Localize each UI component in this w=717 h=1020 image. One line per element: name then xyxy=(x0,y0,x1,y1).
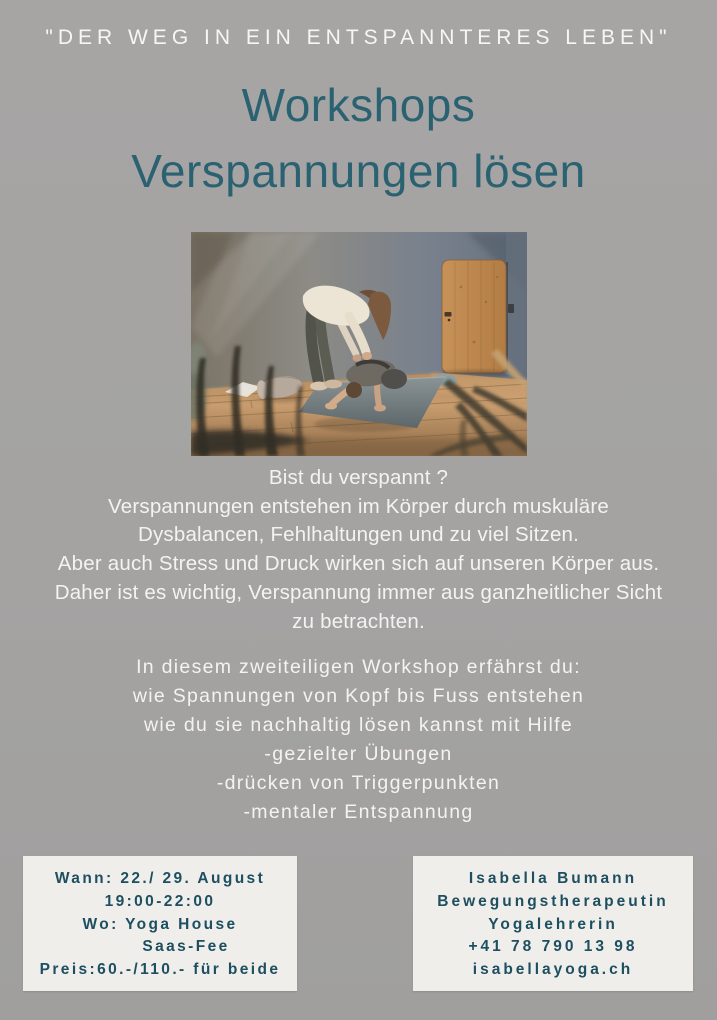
tagline: "DER WEG IN EIN ENTSPANNTERES LEBEN" xyxy=(45,26,672,49)
intro-line: Verspannungen entstehen im Körper durch muskuläre xyxy=(108,494,609,518)
workshop-bullet: -drücken von Triggerpunkten xyxy=(216,772,501,794)
workshop-content-paragraph xyxy=(0,653,717,827)
schedule-time: 19:00-22:00 xyxy=(104,892,216,910)
schedule-location-town: Saas-Fee xyxy=(142,938,230,956)
workshop-photo xyxy=(191,232,527,456)
workshop-bullet: -mentaler Entspannung xyxy=(243,801,474,823)
intro-line: Dysbalancen, Fehlhaltungen und zu viel Sitzen. xyxy=(137,523,580,547)
schedule-box xyxy=(23,856,297,991)
intro-line: Daher ist es wichtig, Verspannung immer aus ganzheitlicher Sicht xyxy=(54,580,663,604)
intro-paragraph xyxy=(0,464,717,636)
workshop-line: wie Spannungen von Kopf bis Fuss entstehen xyxy=(132,685,585,707)
schedule-price: Preis:60.-/110.- für beide xyxy=(39,961,281,979)
intro-line: Bist du verspannt ? xyxy=(268,466,449,489)
intro-line: Aber auch Stress und Druck wirken sich auf unseren Körper aus. xyxy=(57,552,660,576)
contact-profession-2: Yogalehrerin xyxy=(488,915,618,933)
contact-box xyxy=(413,856,693,991)
contact-profession: Bewegungstherapeutin xyxy=(437,892,669,910)
workshop-line: In diesem zweiteiligen Workshop erfährst du: xyxy=(136,656,581,678)
contact-phone: +41 78 790 13 98 xyxy=(468,938,638,956)
schedule-date: Wann: 22./ 29. August xyxy=(54,870,266,887)
intro-line: zu betrachten. xyxy=(292,609,425,633)
schedule-location: Wo: Yoga House xyxy=(82,915,238,933)
page-subtitle: Verspannungen lösen xyxy=(131,145,586,197)
workshop-bullet: -gezielter Übungen xyxy=(264,743,453,765)
page-title: Workshops xyxy=(241,79,476,131)
workshop-line: wie du sie nachhaltig lösen kannst mit Hilfe xyxy=(144,714,573,736)
contact-name: Isabella Bumann xyxy=(468,870,638,887)
contact-website: isabellayoga.ch xyxy=(472,961,634,979)
